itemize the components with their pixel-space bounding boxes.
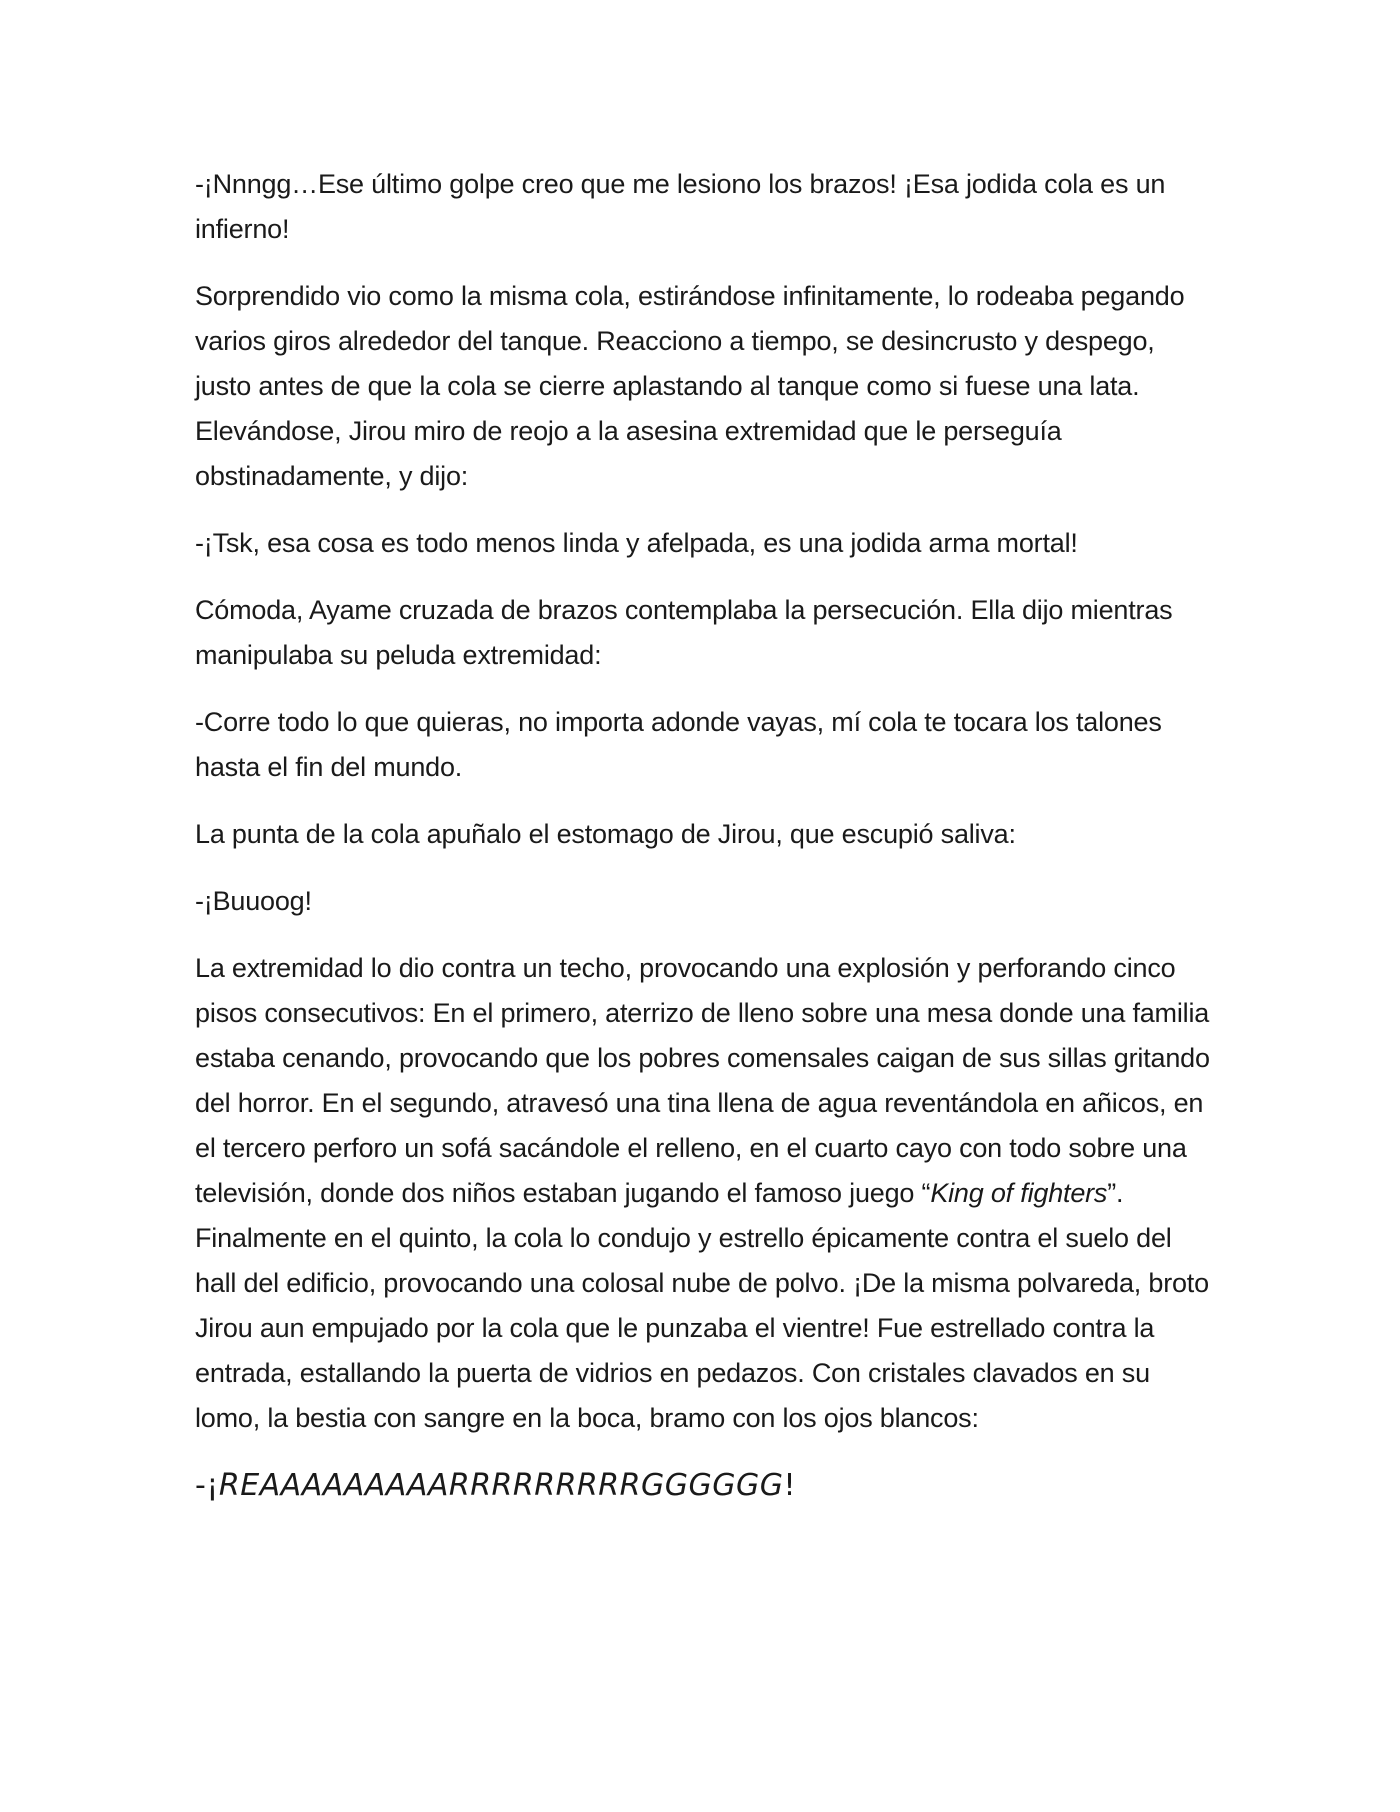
paragraph-8-text-after: ”. Finalmente en el quinto, la cola lo condujo y estrello épicamente contra el suelo del hall del edificio, provocando una colosal nube de polvo. ¡De la misma polvareda, broto Jirou aun empujado por la cola que le punzaba el vientre! Fue estrellado contra la entrada, estallando la puerta de vidrios en pedazos. Con cristales clavados en su lomo, la bestia con sangre en la boca, bramo con los ojos blancos: xyxy=(195,1178,1209,1433)
shout-suffix: ! xyxy=(783,1468,796,1503)
paragraph-7: -¡Buuoog! xyxy=(195,886,312,916)
paragraph-3: -¡Tsk, esa cosa es todo menos linda y afelpada, es una jodida arma mortal! xyxy=(195,528,1078,558)
shout-word: REAAAAAAAAARRRRRRRRRGGGGGG xyxy=(218,1468,784,1503)
paragraph-8-text-before: La extremidad lo dio contra un techo, provocando una explosión y perforando cinco pisos consecutivos: En el primero, aterrizo de lleno sobre una mesa donde una familia estaba cenando, provocando que los pobres comensales caigan de sus sillas gritando del horror. En el segundo, atravesó una tina llena de agua reventándola en añicos, en el tercero perforo un sofá sacándole el relleno, en el cuarto cayo con todo sobre una televisión, donde dos niños estaban jugando el famoso juego “ xyxy=(195,953,1210,1208)
paragraph-4: Cómoda, Ayame cruzada de brazos contemplaba la persecución. Ella dijo mientras manipulaba su peluda extremidad: xyxy=(195,595,1173,670)
paragraph-2: Sorprendido vio como la misma cola, estirándose infinitamente, lo rodeaba pegando varios giros alrededor del tanque. Reacciono a tiempo, se desincrusto y despego, justo antes de que la cola se cierre aplastando al tanque como si fuese una lata. Elevándose, Jirou miro de reojo a la asesina extremidad que le perseguía obstinadamente, y dijo: xyxy=(195,281,1185,491)
paragraph-6: La punta de la cola apuñalo el estomago de Jirou, que escupió saliva: xyxy=(195,819,1016,849)
shout-prefix: -¡ xyxy=(195,1468,219,1503)
paragraph-8 xyxy=(195,946,1210,1441)
paragraph-5: -Corre todo lo que quieras, no importa adonde vayas, mí cola te tocara los talones hasta el fin del mundo. xyxy=(195,707,1162,782)
game-title: King of fighters xyxy=(930,1178,1108,1208)
shout-line xyxy=(195,1463,1210,1509)
paragraph-1: -¡Nnngg…Ese último golpe creo que me lesiono los brazos! ¡Esa jodida cola es un infierno! xyxy=(195,169,1166,244)
